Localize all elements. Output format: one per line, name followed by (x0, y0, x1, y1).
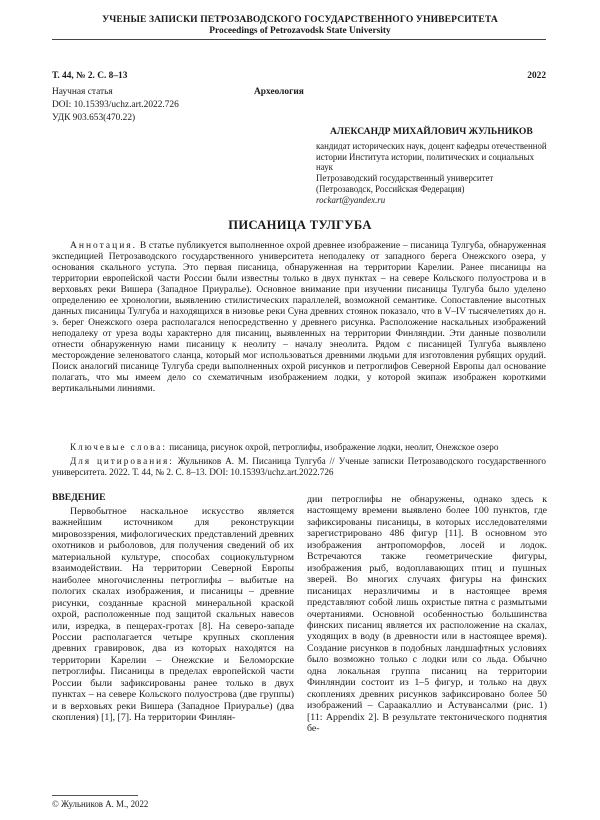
section-heading: ВВЕДЕНИЕ (52, 492, 106, 503)
journal-title: УЧЕНЫЕ ЗАПИСКИ ПЕТРОЗАВОДСКОГО ГОСУДАРСТВЕННОГО УНИВЕРСИТЕТА (102, 14, 498, 25)
author-university: Петрозаводский государственный университет (Петрозаводск, Российская Федерация) (316, 173, 494, 194)
udk: УДК 903.653(470.22) (52, 113, 136, 123)
abstract-label: Аннотация. (70, 241, 138, 251)
left-column (52, 506, 294, 724)
section-label: Археология (254, 87, 304, 97)
author-name: АЛЕКСАНДР МИХАЙЛОВИЧ ЖУЛЬНИКОВ (330, 126, 533, 137)
abstract-text: В статье публикуется выполненное охрой древнее изображение – писаница Тулгуба, обнаруженная экспедицией Петрозаводского государственного университета неподалеку от западного берега Онежского озера, у основания скального уступа. Это первая писаница, обнаруженная на территории Карелии. Ранее писаницы на территории европейской части России были известны только в двух пунктах – на севере Кольского полуострова и в верховьях реки Вишера (Западное Приуралье). Основное внимание при изучении писаницы Тулгуба было уделено определению ее хронологии, выявлению стилистических параллелей, возможной семантике. Сопоставление высотных данных писаницы Тулгуба и находящихся в низовье реки Суна древних стоянок показало, что в V–IV тысячелетиях до н. э. берег Онежского озера располагался непосредственно у древнего рисунка. Расположение наскальных изображений неподалеку от уреза воды характерно для писаниц, выявленных на территории Финляндии. Эти данные позволили отнести обнаруженную нами писаницу к неолиту – началу энеолита. Рядом с писаницей Тулгуба выявлено месторождение зеленоватого сланца, который мог использоваться древними людьми для изготовления рубящих орудий. Поиск аналогий писанице Тулгуба среди выполненных охрой рисунков и петроглифов Северной Европы дал основание полагать, что мы имеем дело со схематичным изображением лодки, у которой экипаж изображен короткими вертикальными линиями. (52, 241, 546, 395)
author-affiliation (316, 141, 548, 205)
footnote-rule (52, 795, 138, 796)
article-title: ПИСАНИЦА ТУЛГУБА (228, 218, 372, 232)
copyright: © Жульников А. М., 2022 (52, 799, 149, 809)
keywords (52, 442, 546, 453)
doi[interactable]: DOI: 10.15393/uchz.art.2022.726 (52, 100, 179, 110)
left-column-text: Первобытное наскальное искусство является важнейшим источником для реконструкции мировоззрения, мифологических представлений древних охотников и рыболовов, для получения сведений об их материальной культуре, способах социокультурном взаимодействии. На территории Северной Европы наиболее многочисленны петроглифы – выбитые на пологих скалах изображения, и писаницы – древние рисунки, созданные красной минеральной краской охрой, расположенные под защитой скальных навесов или, изредка, в пещерах-гротах [8]. На северо-западе России располагается четыре крупных скопления древних гравировок, два из которых находятся на территории Карелии – Онежские и Беломорские петроглифы. Писаницы в пределах европейской части России были зафиксированы ранее только в двух пунктах – на севере Кольского полуострова (две группы) и в верховьях реки Вишера (Западное Приуралье) (два скопления) [1], [7]. На территории Финлян- (52, 506, 294, 724)
journal-subtitle: Proceedings of Petrozavodsk State University (209, 26, 391, 36)
citation-text: Жульников А. М. Писаница Тулгуба // Ученые записки Петрозаводского государственного университета. 2022. Т. 44, № 2. С. 8–13. DOI: 10.15393/uchz.art.2022.726 (52, 456, 547, 477)
right-column-text: дии петроглифы не обнаружены, однако здесь к настоящему времени выявлено более 100 пунктов, где зафиксированы писаницы, в которых исследователями зарегистрировано 486 фигур [11]. В основном это изображения антропоморфов, лосей и лодок. Встречаются также геометрические фигуры, изображения рыб, водоплавающих птиц и пушных зверей. Во многих случаях фигуры на финских писаницах неразличимы и в настоящее время представляют собой лишь охристые пятна с размытыми очертаниями. Основной особенностью большинства финских писаниц является их расположение на скалах, уходящих в воду (в древности или в настоящее время). Создание рисунков в подобных ландшафтных условиях было возможно только с лодки или со льда. Обычно одна локальная группа писаниц на территории Финляндии состоит из 1–5 фигур, и только на двух скоплениях древних рисунков зафиксировано более 50 изображений – Сараакаллио и Астувансалми (рис. 1) [11: Appendix 2]. В результате тектонического поднятия бе- (307, 494, 547, 735)
year: 2022 (527, 71, 546, 81)
abstract (52, 241, 546, 395)
right-column (307, 494, 547, 735)
author-email[interactable]: rockart@yandex.ru (316, 194, 386, 205)
header-rule (52, 39, 546, 40)
citation-label: Для цитирования: (70, 456, 174, 466)
volume-info: Т. 44, № 2. С. 8–13 (52, 71, 128, 81)
citation (52, 456, 546, 478)
author-position: кандидат исторических наук, доцент кафедры отечественной истории Института истории, политических и социальных наук (316, 141, 547, 173)
keywords-text: писаница, рисунок охрой, петроглифы, изображение лодки, неолит, Онежское озеро (169, 442, 499, 452)
keywords-label: Ключевые слова: (70, 442, 167, 452)
article-type: Научная статья (52, 87, 113, 97)
